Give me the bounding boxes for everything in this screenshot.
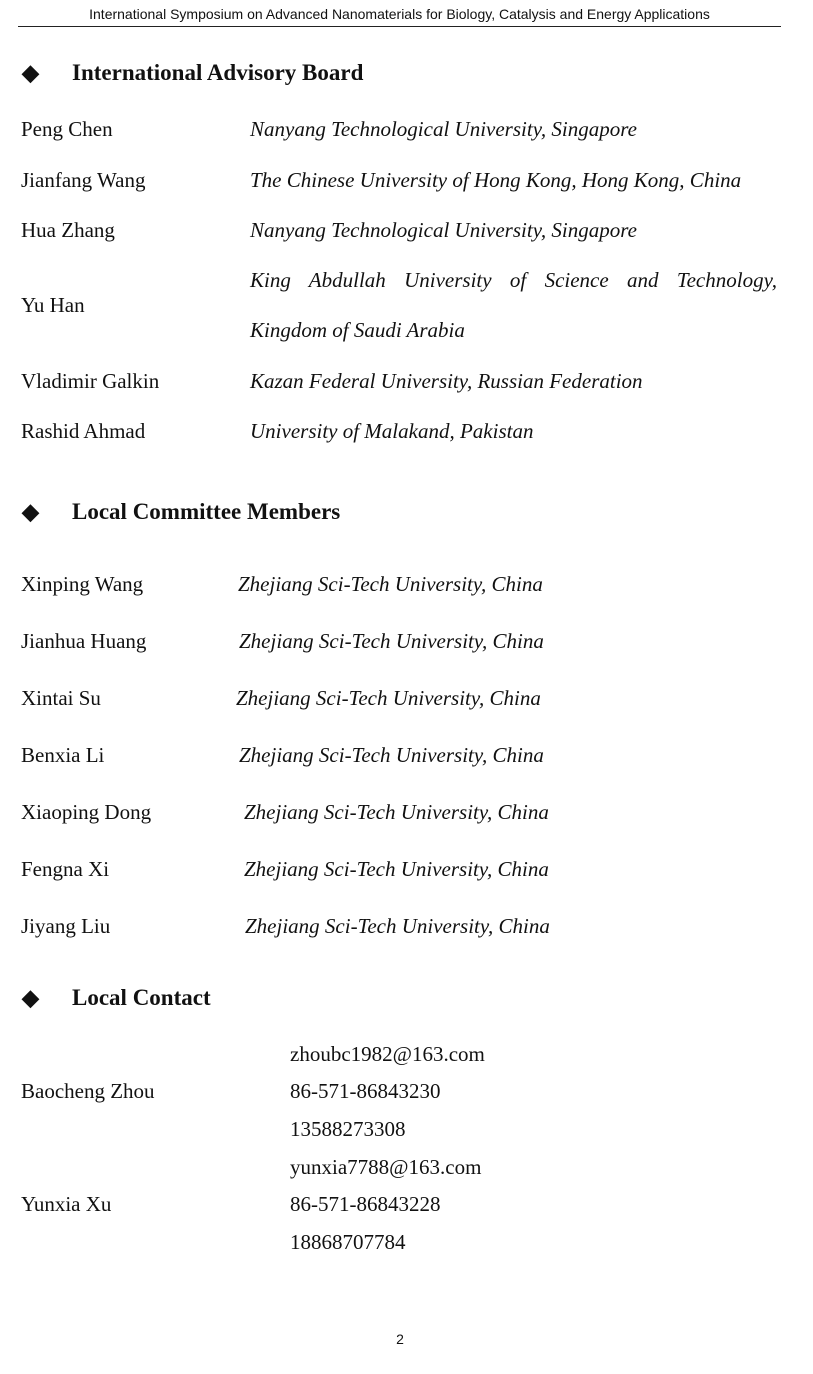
member-affiliation: Zhejiang Sci-Tech University, China (245, 914, 550, 938)
member-affiliation: Zhejiang Sci-Tech University, China (244, 857, 549, 881)
member-name: Hua Zhang (21, 218, 115, 242)
member-name: Fengna Xi (21, 857, 110, 881)
member-affiliation: Zhejiang Sci-Tech University, China (238, 572, 543, 596)
contact-name: Baocheng Zhou (21, 1079, 155, 1103)
member-name: Jianfang Wang (21, 168, 146, 192)
contact-name: Yunxia Xu (21, 1192, 112, 1216)
contact-phone: 86-571-86843228 (290, 1192, 441, 1216)
member-affiliation: Nanyang Technological University, Singapore (250, 218, 637, 242)
contact-phone: 86-571-86843230 (290, 1079, 441, 1103)
member-name: Yu Han (21, 293, 85, 317)
member-name: Vladimir Galkin (21, 369, 160, 393)
member-affiliation: Zhejiang Sci-Tech University, China (239, 743, 544, 767)
contact-mobile: 13588273308 (290, 1117, 406, 1141)
member-affiliation: Zhejiang Sci-Tech University, China (244, 800, 549, 824)
local-committee-title: Local Committee Members (72, 499, 341, 524)
member-name: Benxia Li (21, 743, 105, 767)
advisory-board-heading (22, 59, 364, 87)
contact-email: zhoubc1982@163.com (290, 1042, 485, 1066)
advisory-board-title: International Advisory Board (72, 60, 364, 85)
member-name: Rashid Ahmad (21, 419, 146, 443)
running-header: International Symposium on Advanced Nanomaterials for Biology, Catalysis and Energy Applications (18, 4, 781, 27)
member-affiliation: Kazan Federal University, Russian Federation (250, 369, 643, 393)
member-affiliation: Zhejiang Sci-Tech University, China (239, 629, 544, 653)
local-contact-title: Local Contact (72, 985, 211, 1010)
member-name: Xinping Wang (21, 572, 144, 596)
diamond-bullet-icon: ◆ (22, 985, 39, 1010)
member-name: Peng Chen (21, 117, 113, 141)
member-name: Jianhua Huang (21, 629, 147, 653)
contact-mobile: 18868707784 (290, 1230, 406, 1254)
local-contact-heading (22, 984, 211, 1012)
member-affiliation: Zhejiang Sci-Tech University, China (236, 686, 541, 710)
member-affiliation: University of Malakand, Pakistan (250, 419, 534, 443)
member-affiliation: The Chinese University of Hong Kong, Hong Kong, China (250, 168, 742, 192)
member-affiliation: Nanyang Technological University, Singapore (250, 117, 637, 141)
local-committee-heading (22, 498, 341, 526)
member-name: Jiyang Liu (21, 914, 111, 938)
contact-email: yunxia7788@163.com (290, 1155, 482, 1179)
member-affiliation-wrapped: King Abdullah University of Science and Technology, Kingdom of Saudi Arabia (250, 268, 777, 342)
member-name: Xiaoping Dong (21, 800, 152, 824)
diamond-bullet-icon: ◆ (22, 60, 39, 85)
page-number: 2 (396, 1331, 404, 1347)
diamond-bullet-icon: ◆ (22, 499, 39, 524)
member-name: Xintai Su (21, 686, 101, 710)
